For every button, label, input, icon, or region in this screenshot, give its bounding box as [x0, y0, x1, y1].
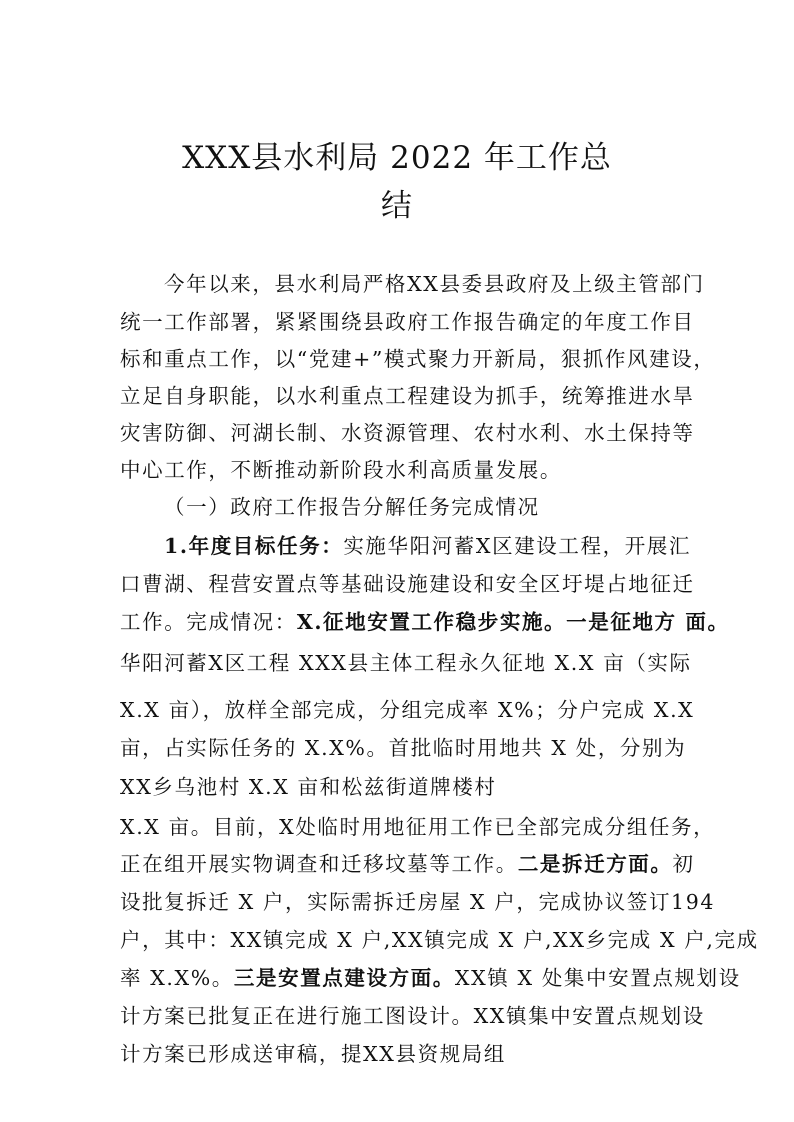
intro-line-5: 灾害防御、河湖长制、水资源管理、农村水利、水土保持等: [120, 421, 695, 445]
item1-line-12-text: 率 X.X%。: [120, 966, 234, 990]
item1-line-9-bold: 二是拆迁方面。: [517, 852, 673, 876]
section-heading: （一）政府工作报告分解任务完成情况: [164, 495, 540, 519]
item1-line-7: XX乡乌池村 X.X 亩和松兹街道牌楼村: [120, 775, 497, 799]
item1-line-9-text: 正在组开展实物调查和迁移坟墓等工作。: [120, 852, 518, 876]
intro-line-6: 中心工作，不断推动新阶段水利高质量发展。: [120, 458, 562, 482]
item1-line-4: 华阳河蓄X区工程 XXX县主体工程永久征地 X.X 亩（实际: [120, 651, 692, 675]
item1-line-3: [120, 607, 730, 637]
item1-line-2: 口曹湖、程营安置点等基础设施建设和安全区圩堤占地征迁: [120, 572, 695, 596]
intro-line-1: 今年以来，县水利局严格XX县委县政府及上级主管部门: [164, 272, 705, 296]
item1-line-3-bold: X.征地安置工作稳步实施。一是征地方 面。: [296, 610, 730, 634]
item1-line-6: 亩，占实际任务的 X.X%。首批临时用地共 X 处，分别为: [120, 736, 687, 760]
item1-line-12: [120, 963, 741, 993]
intro-line-4: 立足自身职能，以水利重点工程建设为抓手，统筹推进水旱: [120, 384, 695, 408]
item1-line-9-tail: 初: [672, 852, 695, 876]
item1-line-14: 计方案已形成送审稿，提XX县资规局组: [120, 1042, 506, 1066]
document-title-line1: XXX县水利局 2022 年工作总: [182, 140, 612, 176]
item1-label: 1.年度目标任务：: [164, 534, 344, 558]
item1-line-1-text: 实施华阳河蓄X区建设工程，开展汇: [343, 534, 692, 558]
item1-line-8: X.X 亩。目前，X处临时用地征用工作已全部完成分组任务，: [120, 815, 716, 839]
item1-line-12-bold: 三是安置点建设方面。: [233, 966, 455, 990]
item1-line-12-tail: XX镇 X 处集中安置点规划设: [454, 966, 741, 990]
intro-line-2: 统一工作部署，紧紧围绕县政府工作报告确定的年度工作目: [120, 310, 695, 334]
intro-line-3: 标和重点工作，以“党建+”模式聚力开新局，狠抓作风建设，: [120, 347, 716, 371]
item1-line-5: X.X 亩），放样全部完成，分组完成率 X%；分户完成 X.X: [120, 698, 695, 722]
item1-line-1: [164, 531, 724, 561]
item1-line-11: 户，其中：XX镇完成 X 户,XX镇完成 X 户,XX乡完成 X 户,完成: [120, 928, 759, 952]
item1-line-13: 计方案已批复正在进行施工图设计。XX镇集中安置点规划设: [120, 1004, 705, 1028]
document-title-line2: 结: [381, 188, 413, 224]
item1-line-10: 设批复拆迁 X 户，实际需拆迁房屋 X 户，完成协议签订194: [120, 890, 715, 914]
item1-line-3-text: 工作。完成情况：: [120, 610, 297, 634]
item1-line-9: [120, 849, 695, 879]
